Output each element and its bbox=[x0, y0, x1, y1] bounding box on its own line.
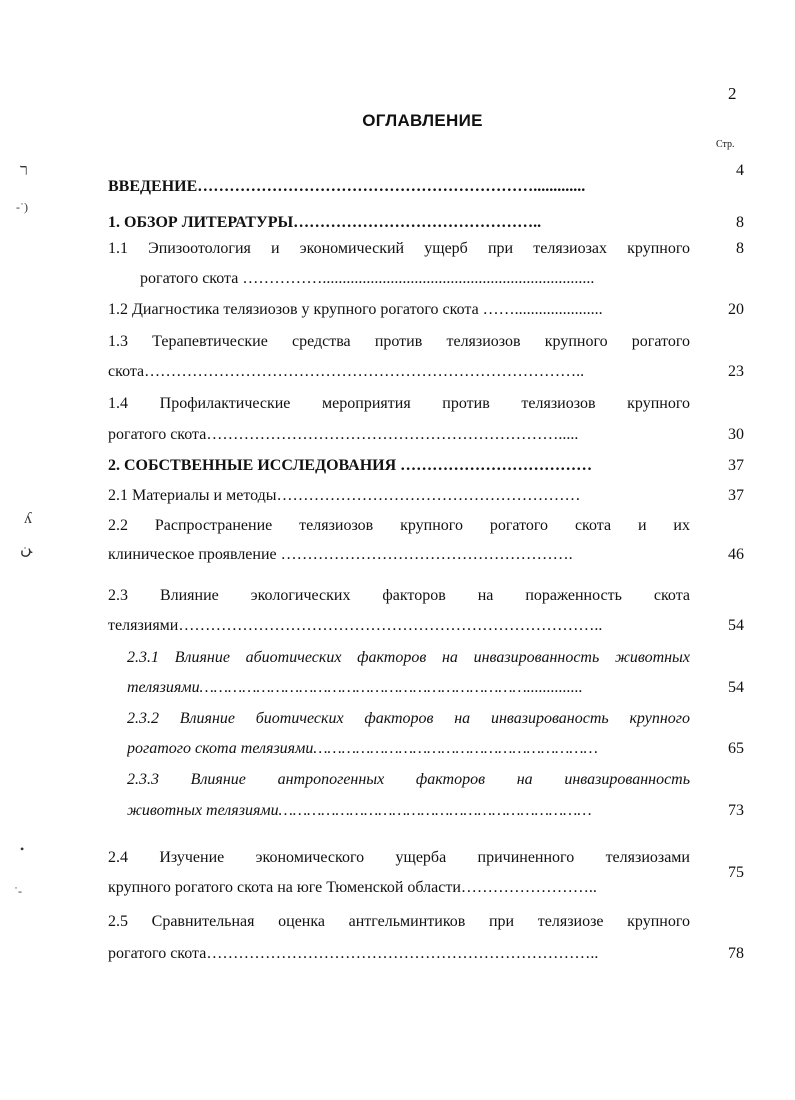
margin-mark-icon: -˙) bbox=[16, 200, 28, 214]
margin-mark-icon: ˙- bbox=[14, 884, 22, 898]
margin-mark-icon: • bbox=[20, 842, 25, 856]
toc-entry-intro: ВВЕДЕНИЕ………………………………………………………............. bbox=[108, 178, 586, 195]
toc-entry-1-4-cont: рогатого скота…………………………………………………………..... bbox=[108, 426, 579, 443]
margin-mark-icon: ר bbox=[20, 162, 28, 179]
toc-entry-2-5-cont: рогатого скота……………………………………………………………….. bbox=[108, 945, 599, 962]
toc-entry-2-3-cont: телязиями…………………………………………………………………….. bbox=[108, 617, 603, 634]
toc-entry-2-3: 2.3 Влияние экологических факторов на пораженность скота bbox=[108, 587, 690, 604]
margin-mark-icon: ʎ bbox=[24, 510, 32, 527]
toc-entry-2-2-cont: клиническое проявление ………………………………………………. bbox=[108, 546, 573, 563]
toc-entry-2-3-2: 2.3.2 Влияние биотических факторов на инвазированость крупного bbox=[127, 710, 690, 727]
page-number: 2 bbox=[728, 84, 737, 103]
toc-page: 73 bbox=[728, 802, 744, 819]
toc-entry-2-3-3-cont: животных телязиями………………………………………………………… bbox=[127, 802, 592, 819]
toc-page: 46 bbox=[728, 546, 744, 563]
toc-entry-1-3-cont: скота……………………………………………………………………….. bbox=[108, 363, 585, 380]
toc-page: 4 bbox=[736, 162, 744, 179]
toc-entry-2-2: 2.2 Распространение телязиозов крупного рогатого скота и их bbox=[108, 517, 690, 534]
toc-entry-chapter-1: 1. ОБЗОР ЛИТЕРАТУРЫ……………………………………….. bbox=[108, 214, 542, 231]
margin-mark-icon: ﻦ bbox=[20, 540, 33, 557]
toc-page: 65 bbox=[728, 740, 744, 757]
toc-page: 54 bbox=[728, 679, 744, 696]
toc-page: 8 bbox=[736, 214, 744, 231]
toc-entry-2-3-1-cont: телязиями…………………………………………………………….............. bbox=[127, 679, 583, 696]
toc-entry-1-1-cont: рогатого скота …………….................................................................... bbox=[140, 270, 595, 287]
toc-entry-2-1: 2.1 Материалы и методы………………………………………………… bbox=[108, 487, 581, 504]
toc-entry-2-3-3: 2.3.3 Влияние антропогенных факторов на инвазированность bbox=[127, 771, 690, 788]
toc-entry-2-3-2-cont: рогатого скота телязиями…………………………………………………… bbox=[127, 740, 598, 757]
toc-page: 23 bbox=[728, 363, 744, 380]
toc-page: 37 bbox=[728, 487, 744, 504]
toc-entry-2-4-cont: крупного рогатого скота на юге Тюменской области…………………….. bbox=[108, 879, 597, 896]
toc-entry-1-3: 1.3 Терапевтические средства против телязиозов крупного рогатого bbox=[108, 333, 690, 350]
toc-page: 8 bbox=[736, 240, 744, 257]
toc-page: 30 bbox=[728, 426, 744, 443]
toc-entry-2-5: 2.5 Сравнительная оценка антгельминтиков при телязиозе крупного bbox=[108, 913, 690, 930]
toc-entry-2-4: 2.4 Изучение экономического ущерба причиненного телязиозами bbox=[108, 849, 690, 866]
page-title: ОГЛАВЛЕНИЕ bbox=[362, 111, 483, 130]
toc-page: 37 bbox=[728, 457, 744, 474]
toc-page: 78 bbox=[728, 945, 744, 962]
toc-entry-2-3-1: 2.3.1 Влияние абиотических факторов на инвазированность животных bbox=[127, 649, 690, 666]
toc-page: 75 bbox=[728, 864, 744, 881]
toc-entry-1-4: 1.4 Профилактические мероприятия против телязиозов крупного bbox=[108, 395, 690, 412]
toc-page: 20 bbox=[728, 301, 744, 318]
toc-page: 54 bbox=[728, 617, 744, 634]
toc-entry-1-1: 1.1 Эпизоотология и экономический ущерб при телязиозах крупного bbox=[108, 240, 690, 257]
pages-column-header: Стр. bbox=[716, 139, 735, 150]
toc-entry-1-2: 1.2 Диагностика телязиозов у крупного рогатого скота ……...................... bbox=[108, 301, 603, 318]
toc-entry-chapter-2: 2. СОБСТВЕННЫЕ ИССЛЕДОВАНИЯ ……………………………… bbox=[108, 457, 593, 474]
